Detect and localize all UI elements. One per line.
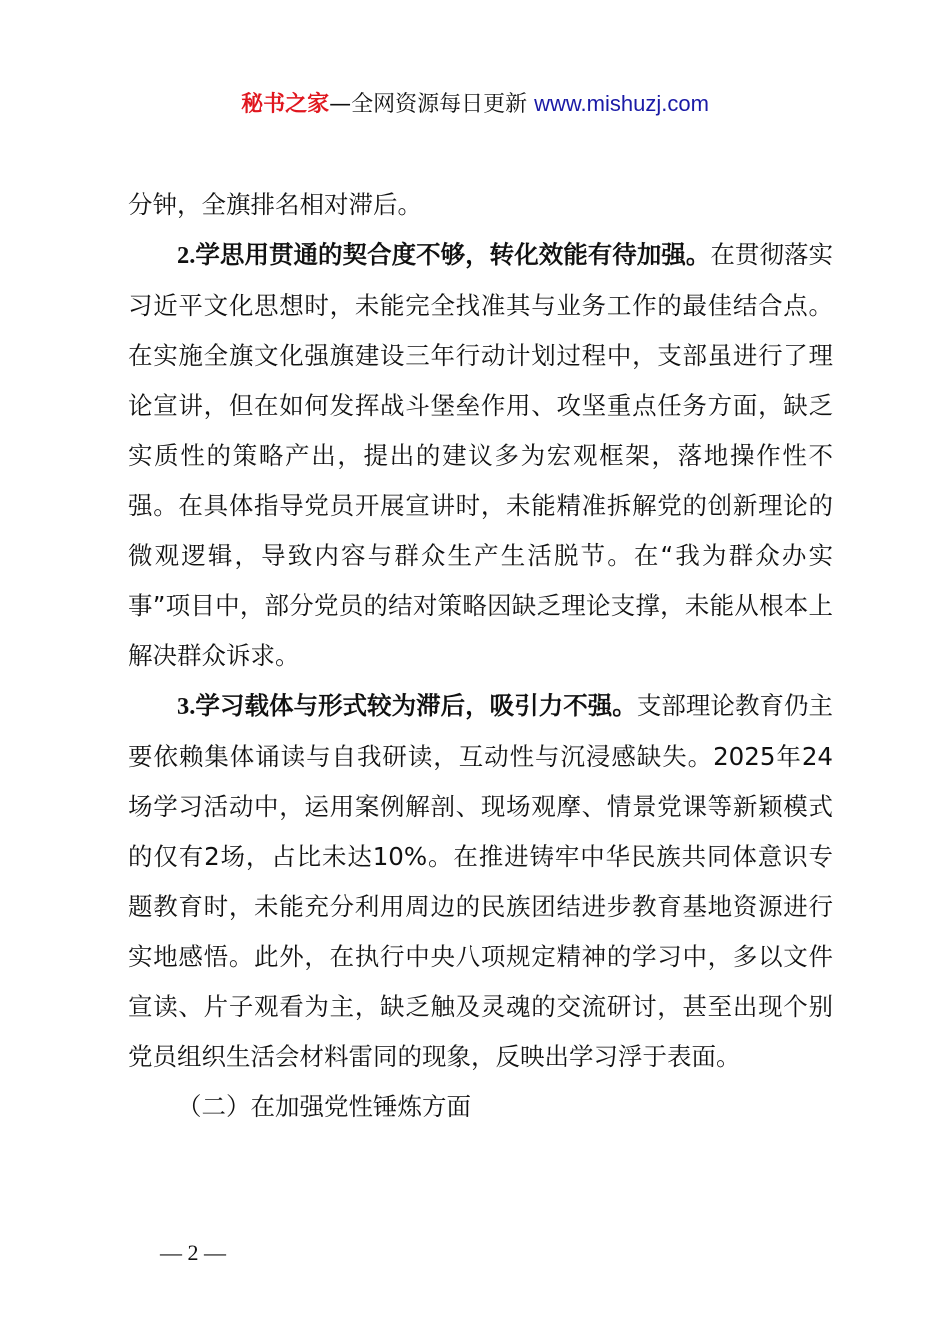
site-url-link[interactable]: www.mishuzj.com [534,91,709,116]
item-number: 3. [177,693,196,720]
document-body [128,180,833,1132]
section-heading: （二）在加强党性锤炼方面 [177,1092,471,1121]
banner-tagline: —全网资源每日更新 [329,92,535,117]
item-number: 2. [177,242,196,269]
item-heading: 学习载体与形式较为滞后，吸引力不强。 [195,691,637,720]
brand-name: 秘书之家 [241,92,330,117]
paragraph-item-2 [128,230,833,681]
item-heading: 学思用贯通的契合度不够，转化效能有待加强。 [195,240,711,269]
paragraph-item-3 [128,681,833,1082]
paragraph-text: 支部理论教育仍主要依赖集体诵读与自我研读，互动性与沉浸感缺失。2025年24场学习活动中，运用案例解剖、现场观摩、情景党课等新颖模式的仅有2场，占比未达10%。在推进铸牢中华民族共同体意识专题教育时，未能充分利用周边的民族团结进步教育基地资源进行实地感悟。此外，在执行中央八项规定精神的学习中，多以文件宣读、片子观看为主，缺乏触及灵魂的交流研讨，甚至出现个别党员组织生活会材料雷同的现象，反映出学习浮于表面。 [128,691,834,1071]
paragraph-continued [128,180,833,230]
paragraph-text: 分钟，全旗排名相对滞后。 [128,190,422,219]
page-number: — 2 — [160,1240,226,1265]
paragraph-text: 在贯彻落实习近平文化思想时，未能完全找准其与业务工作的最佳结合点。在实施全旗文化强旗建设三年行动计划过程中，支部虽进行了理论宣讲，但在如何发挥战斗堡垒作用、攻坚重点任务方面，缺乏实质性的策略产出，提出的建议多为宏观框架，落地操作性不强。在具体指导党员开展宣讲时，未能精准拆解党的创新理论的微观逻辑，导致内容与群众生产生活脱节。在“我为群众办实事”项目中，部分党员的结对策略因缺乏理论支撑，未能从根本上解决群众诉求。 [128,240,834,670]
site-banner [0,88,950,121]
